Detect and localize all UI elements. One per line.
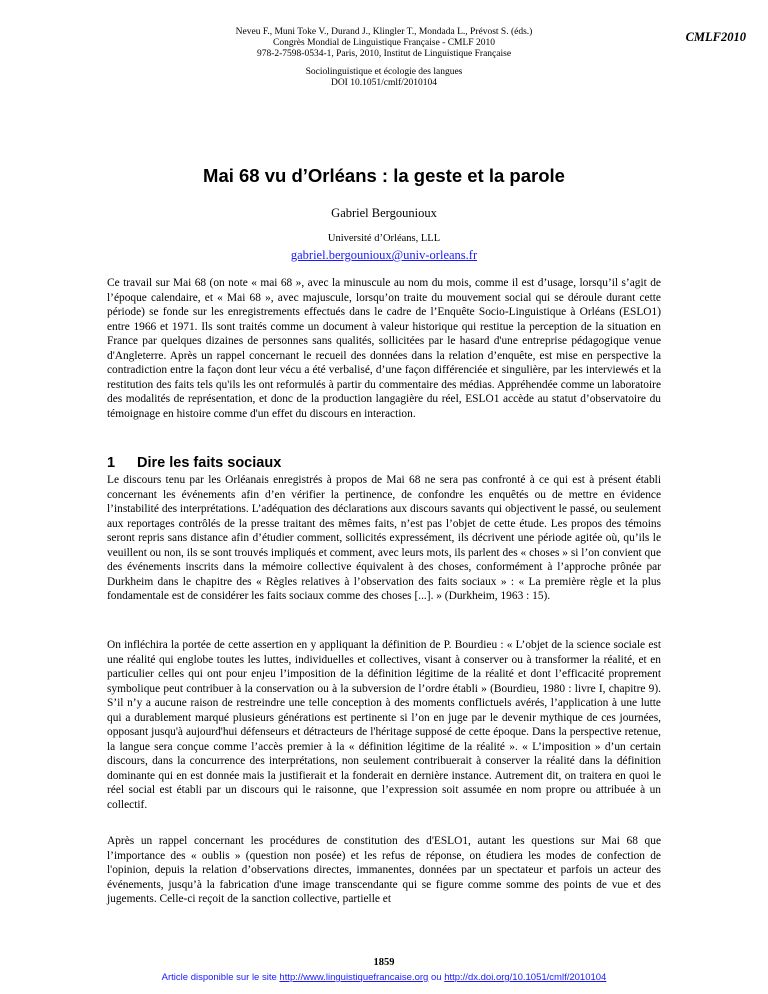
section-number: 1 [107,455,116,471]
footer-link-site[interactable]: http://www.linguistiquefrancaise.org [279,972,429,983]
congress-line: Congrès Mondial de Linguistique Française - CMLF 2010 [273,38,495,48]
abstract: Ce travail sur Mai 68 (on note « mai 68 », avec la minuscule au nom du mois, comme il est d’usage, lorsqu’il s’agit de l’époque calendaire, et « Mai 68 », avec majuscule, lorsqu’on traite du mouvement social qui se déroule durant cette période) se fonde sur les enregistrements effectués dans le cadre de l’Enquête Socio-Linguistique à Orléans (ESLO1) entre 1966 et 1971. Ils sont traités comme un document à valeur historique qui restitue la perception de la situation en France par quelques dizaines de personnes sans qualités, sollicitées par le hasard d'une entreprise pédagogique venue d'Angleterre. Après un rappel concernant le recueil des données dans la relation d’enquête, est mise en perspective la contradiction entre la façon dont leur vécu a été verbalisé, d’une façon différenciée et singulière, par les interviewés et la restitution des faits tels qu'ils les ont reformulés à partir du commentaire des médias. Appréhendée comme un laboratoire des modalités de représentation, et donc de la production langagière du réel, ESLO1 accède au statut d’observatoire du témoignage en histoire comme d'un effet du discours en interaction. [107,277,661,420]
footer-middle: ou [428,972,445,983]
footer-link-doi[interactable]: http://dx.doi.org/10.1051/cmlf/2010104 [444,972,607,983]
author-affiliation: Université d’Orléans, LLL [327,233,441,244]
body-paragraph: On infléchira la portée de cette assertion en y appliquant la définition de P. Bourdieu : « L’objet de la science sociale est une réalité qui englobe toutes les luttes, individuelles et collectives, visant à conserver ou à transformer la réalité, et en particulier celles qui ont pour enjeu l’imposition de la définition légitime de la réalité et dont l’efficacité proprement symbolique peut contribuer à la conservation ou à la subversion de l’ordre établi » (Bourdieu, 1980 : livre I, chapitre 9). S’il n’y a aucune raison de restreindre une telle conception à des moments conflictuels avérés, l’application à une lutte qui a durablement marqué plusieurs générations est pertinente si l’on en juge par le devenir mythique de ces journées, opposant jusqu'à aujourd'hui défenseurs et détracteurs de l'héritage supposé de cette époque. Dans la perspective retenue, la langue sera conçue comme l’accès premier à la « définition légitime de la réalité ». « L’imposition » d’un certain discours, dans la concurrence des interprétations, non seulement contribuerait à conserver la réalité dans la définition dominante qui en est donnée mais la justifierait et la fonderait en dernière instance. Autrement dit, on traitera en quoi le réel social est établi par un discours qui le raisonne, que l’expression soit assumée en nom propre ou attribuée à un collectif. [107,639,661,811]
paper-title: Mai 68 vu d’Orléans : la geste et la parole [203,165,565,186]
author-name: Gabriel Bergounioux [331,206,437,220]
session-name: Sociolinguistique et écologie des langues [305,67,463,77]
doi: DOI 10.1051/cmlf/2010104 [330,78,438,88]
author-email [60,248,708,263]
body-paragraph: Le discours tenu par les Orléanais enregistrés à propos de Mai 68 ne sera pas confronté à ce qui est à présent établi concernant les événements afin d’en vérifier la pertinence, de confondre les enquêtés ou de mettre en évidence l’instabilité des interprétations. L’adéquation des déclarations aux discours savants qui objectivent le passé, ou seulement aux reportages contrôlés de la presse traitant des mêmes faits, n’est pas l’objet de cette étude. Les propos des témoins seront repris sans distance afin d’étudier comment, sollicités expressément, ils décrivent une période agitée où, qu’ils le veuillent ou non, ils se sont trouvés impliqués et comment, avec leurs mots, ils parlent des « choses » si l’on convient que des événements inscrits dans la mémoire collective équivalent à des choses, conformément à l’approche prônée par Durkheim dans le chapitre des « Règles relatives à l’observation des faits sociaux » : « La première règle et la plus fondamentale est de considérer les faits sociaux comme des choses [...]. » (Durkheim, 1963 : 15). [107,474,661,602]
body-paragraph: Après un rappel concernant les procédures de constitution des d'ESLO1, autant les questions sur Mai 68 que l’importance des « oublis » (question non posée) et les refus de réponse, on étudiera les modes de confection de l'opinion, depuis la relation d’observations directes, immanentes, données par un spectateur et parfois un acteur des événements, jusqu’à la fabrication d'une image transcendante qui se figure comme somme des points de vue et des jugements. Celle-ci reçoit de la sanction collective, partielle et [107,835,661,905]
editors-line: Neveu F., Muni Toke V., Durand J., Klingler T., Mondada L., Prévost S. (éds.) [235,27,533,37]
section-heading [107,455,281,471]
conference-header [150,27,618,60]
email-link[interactable]: gabriel.bergounioux@univ-orleans.fr [290,248,478,262]
conference-tag: CMLF2010 [685,30,746,44]
footer-prefix: Article disponible sur le site [161,972,280,983]
session-info [150,67,618,89]
isbn-line: 978-2-7598-0534-1, Paris, 2010, Institut de Linguistique Française [256,49,512,59]
section-title: Dire les faits sociaux [137,455,282,471]
footer [0,972,768,983]
page-number: 1859 [373,957,395,968]
